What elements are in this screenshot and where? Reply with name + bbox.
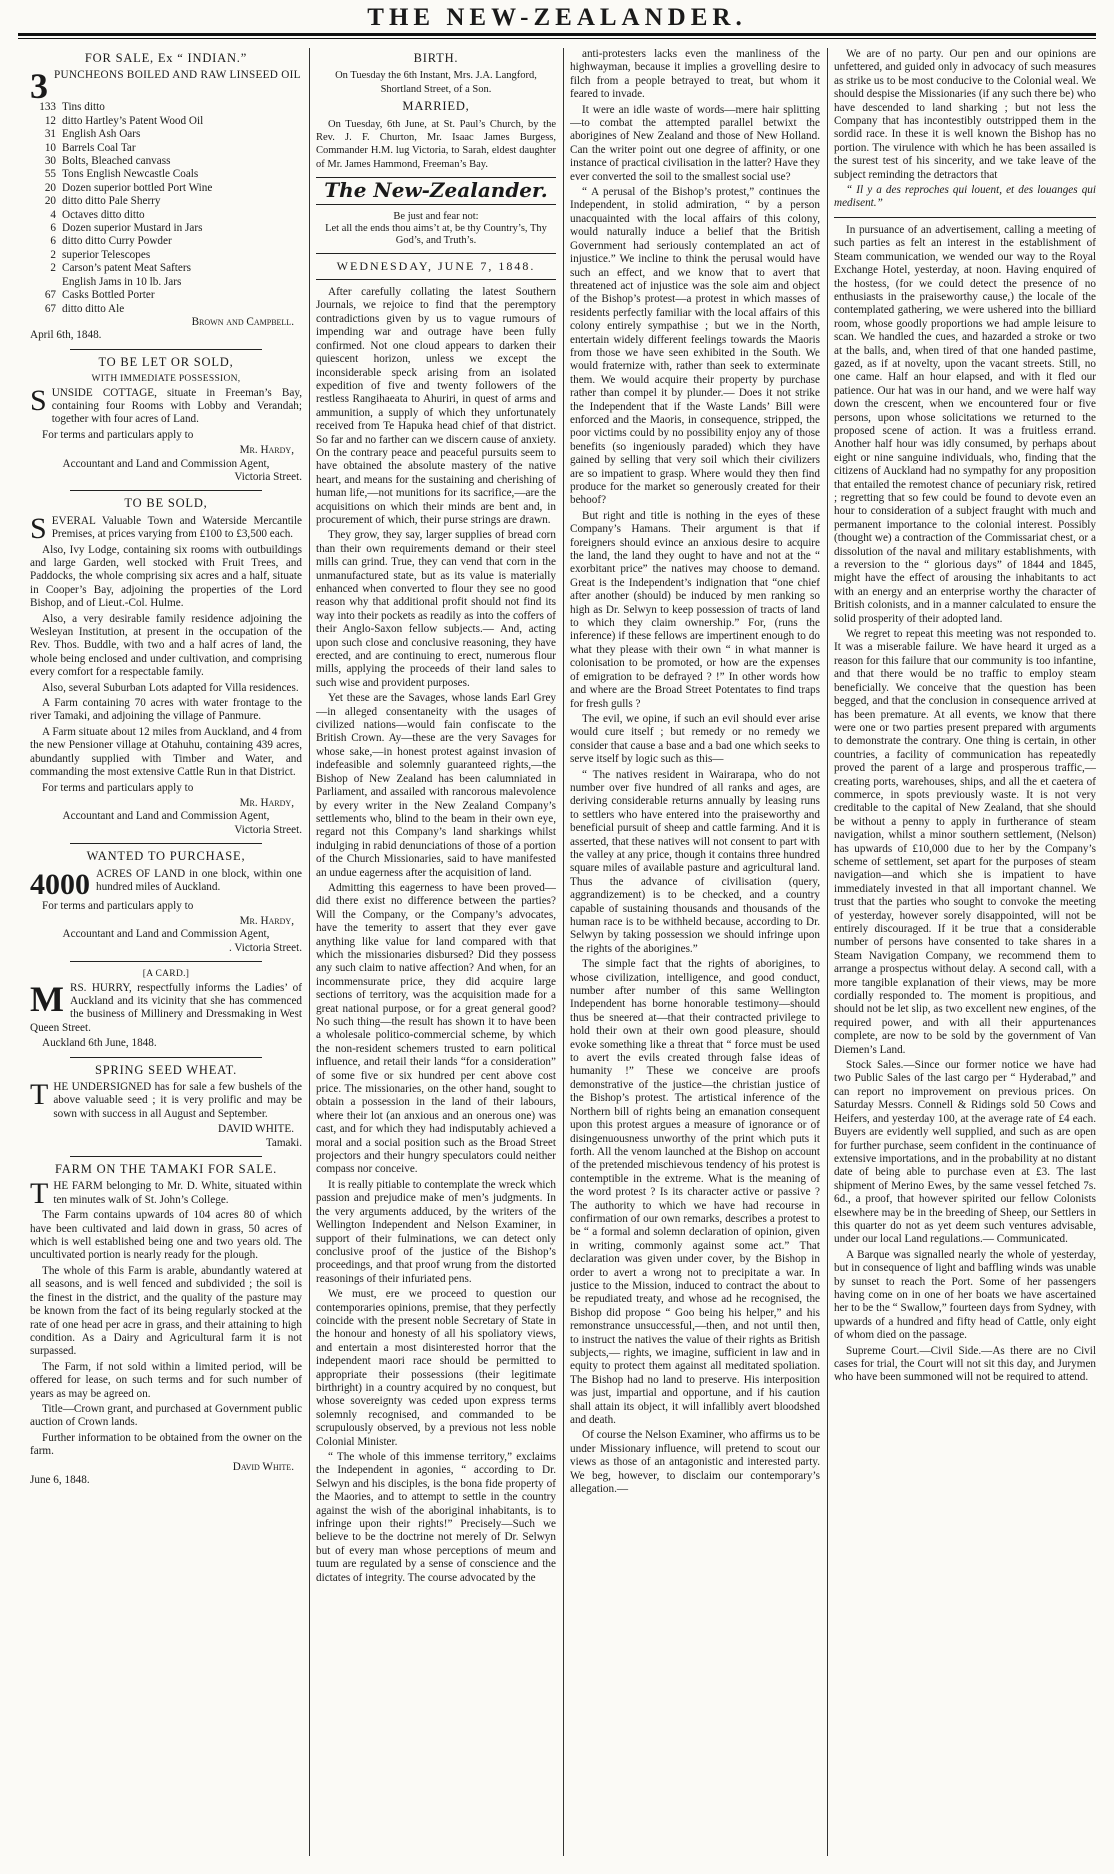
ad-date: June 6, 1848. — [30, 1473, 90, 1486]
editorial-body — [570, 48, 820, 1496]
article-paragraph: The evil, we opine, if such an evil should ever arise would cure itself ; but remedy or no remedy we consider that cause a base and a bad one which seeks to serve itself by logic such as this— — [570, 712, 820, 766]
article-paragraph: Admitting this eagerness to have been proved—did there exist no difference between the parties? Will the Company, or the Company’s advocates, have the temerity to assert that they ever gave anything like value for land compared with that which the missionaries disbursed? Did they possess any such claim to native affection? And when, for an incommensurate price, they did acquire large sections of territory, was the acquisition made for a great national purpose, or for a great general good? No such thing—the result has shown it to have been a wholesale politico-commercial scheme, by which the non-resident schemers trusted to earn political influence, and retail their lands “for a consideration” of some five or six hundred per cent above cost price. The missionaries, on the other hand, sought to obtain a possession in the land of their labours, where their lot (an anxious and an onerous one) was cast, and for which they had indisputably achieved a moral and a social position such as the Broad Street projectors and their hungry speculators could neither compass nor conceive. — [316, 881, 556, 1176]
article-paragraph: It is really pitiable to contemplate the wreck which passion and prejudice make of men’s judgments. In the very arguments adduced, by the writers of the Wellington Independent and Nelson Examiner, in support of their fulminations, we can detect only conclusive proof of the justice of the Bishop’s proceedings, and that proof wrung from the distorted reasonings of their infuriated pens. — [316, 1178, 556, 1285]
ad-item-text: ditto ditto Ale — [62, 302, 125, 315]
column-editorial-1 — [316, 48, 556, 1856]
ad-item — [30, 115, 302, 128]
divider — [834, 217, 1096, 218]
ad-paragraph: A Farm containing 70 acres with water frontage to the river Tamaki, and adjoining the village of Panmure. — [30, 697, 302, 723]
ad-item-qty: 55 — [44, 168, 56, 181]
article-paragraph: “ A perusal of the Bishop’s protest,” continues the Independent, in stolid admiration, “ by a person unacquainted with the local affairs of this colony, would naturally induce a belief that the British Government had seriously contemplated an act of injustice.” We incline to think the perusal would have such an effect, and we know that to avert that threatened act of injustice was the sole aim and object of the Bishop’s protest—a protest in which masses of residents perfectly familiar with the local affairs of this colony entirely sympathise ; but we in the North, entertain widely different feelings towards the Maoris from those we have seen exhibited in the South. We would fraternize with, rather than seek to exterminate them. We would acquire their property by purchase rather than compel it by plunder.— Does it not strike the Independent that if the Waste Lands’ Bill were enforced and the Maoris, in consequence, stripped, the poor victims could by no possibility enjoy any of those benefits (so ingeniously paraded) which they have gained by selling that very soil which their civilizers are so impatient to grasp. Where would they then find produce for the market so generously created for their behoof? — [570, 186, 820, 507]
ad-item-qty: 30 — [44, 155, 56, 168]
column-divider — [563, 48, 564, 1856]
ad-item-qty: 2 — [50, 262, 56, 275]
ad-item — [30, 249, 302, 262]
ad-item-text: Barrels Coal Tar — [62, 141, 136, 154]
ad-body: EVERAL Valuable Town and Waterside Mercantile Premises, at prices varying from £100 to £3,500 each. — [51, 514, 302, 541]
divider — [70, 490, 262, 491]
article-paragraph: anti-protesters lacks even the manliness of the highwayman, because it implies a grovelling desire to filch from a people betrayed to treat, but whom it feared to invade. — [570, 48, 820, 101]
ad-item-qty: 10 — [44, 141, 56, 154]
masthead-rule-thick — [18, 33, 1096, 36]
ad-item-qty — [34, 276, 56, 289]
ad-item-text: Tons English Newcastle Coals — [62, 168, 199, 181]
divider — [316, 279, 556, 280]
ad-paragraph: The Farm contains upwards of 104 acres 80 of which have been cultivated and laid down in grass, 50 acres of which is well established being one and two years old. The uncultivated portion is nearly ready for the plough. — [30, 1209, 302, 1262]
ad-subheading: WITH IMMEDIATE POSSESSION, — [91, 374, 241, 385]
married-notice: On Tuesday, 6th June, at St. Paul’s Church, by the Rev. J. F. Churton, Mr. Isaac James Burgess, Commander H.M. lug Victoria, to Sarah, eldest daughter of Mr. James Hammond, Freeman’s Bay. — [316, 118, 556, 170]
column-divider — [827, 48, 828, 1856]
ad-item — [30, 209, 302, 222]
article-paragraph: “ Il y a des reproches qui louent, et des louanges qui medisent.” — [834, 184, 1096, 210]
ad-card-hurry — [30, 968, 302, 1050]
article-paragraph: Supreme Court.—Civil Side.—As there are no Civil cases for trial, the Court will not sit this day, and Jurymen who have been summoned will not be required to attend. — [834, 1344, 1096, 1384]
ad-for-sale-indian — [30, 52, 302, 343]
ad-date: Auckland 6th June, 1848. — [42, 1037, 157, 1050]
column-editorial-2 — [570, 48, 820, 1856]
ad-item — [30, 303, 302, 316]
ad-apply: For terms and particulars apply to — [42, 781, 194, 794]
ad-heading: SPRING SEED WHEAT. — [94, 1062, 238, 1077]
ad-item — [30, 128, 302, 141]
drop-cap: S — [30, 383, 47, 417]
ad-signature: Mr. Hardy, — [239, 444, 294, 457]
article-paragraph: “ The natives resident in Wairarapa, who do not number over five hundred of all ranks and ages, are deriving considerable returns annually by leasing runs to settlers who have entered into the praiseworthy and beneficial pursuit of sheep and cattle farming. And it is asserted, that these natives will not consent to part with the valley at any price, though it contains three hundred square miles of available pasture and agricultural land. Thus the advance of civilisation (query, aggrandizement) is to be checked, and a country capable of sustaining thousands and thousands of the human race is to be withheld because, according to Dr. Selwyn by taking possession we should infringe upon the rights of the aborigines.” — [570, 768, 820, 955]
ad-item-qty: 6 — [50, 222, 56, 235]
ad-paragraph: The Farm, if not sold within a limited period, will be offered for lease, on such terms and for such number of years as may be agreed on. — [30, 1360, 302, 1400]
ad-item-qty: 20 — [44, 195, 56, 208]
ad-item-text: Dozen superior Mustard in Jars — [62, 222, 203, 235]
ad-body: ACRES OF LAND in one block, within one hundred miles of Auckland. — [96, 867, 302, 893]
ad-signature-address: Victoria Street. — [234, 823, 302, 836]
motto-line: Be just and fear not: — [393, 210, 479, 222]
ad-farm-tamaki — [30, 1163, 302, 1487]
drop-cap: 3 — [30, 66, 48, 107]
editorial-body — [834, 48, 1096, 1385]
column-editorial-3 — [834, 48, 1096, 1856]
ad-item-qty: 67 — [44, 289, 56, 302]
article-paragraph: We must, ere we proceed to question our contemporaries opinions, premise, that they perfectly coincide with the present noble Secretary of State in the honour and honesty of all his spoliatory views, and entertain a most disinterested horror that the independent maori race should be permitted to appropriate their possessions (their legitimate birthright) in a country acquired by no conquest, but whose sovereignty was ceded upon express terms solemnly recognised, and commanded to be scrupulously observed, by a previous not less noble Colonial Minister. — [316, 1288, 556, 1448]
divider — [70, 1057, 262, 1058]
ad-item — [30, 235, 302, 248]
article-paragraph: After carefully collating the latest Southern Journals, we rejoice to find that the peremptory contradictions given by us to vague rumours of impending war and outrage have been fully confirmed. Not one cloud appears to darken their quiescent horizon, unless we except the inconsiderable speck arising from an isolated expedition of five and twenty followers of the restless Rangihaeata to Ahuriri, in quest of arms and ammunition, a supply of which they unfortunately received from Te Hapuka head chief of that district. So far and no farther can we discern cause of anxiety. On the contrary peace and peaceful pursuits seem to have obtained the absolute mastery of the native heart, and means for the sustaining and cherishing of human life,—not munitions for its sacrifice,—are the acquisitions on which their minds are bent and, in procurement of which, their purse strings are drawn. — [316, 286, 556, 526]
article-paragraph: We are of no party. Our pen and our opinions are unfettered, and guided only in advocacy of such measures as strike us to be most conducive to the Colonial weal. We should despise the Missionaries (if any such there be) who have descended to land sharking ; but not less the Company that has incontestibly outstripped them in the sordid race. In these it is well known the Bishop has no portion. The virulence with which he has been assailed is the surest test of his sincerity, and we take leave of the subject reminding the detractors that — [834, 48, 1096, 181]
ad-item-qty: 4 — [50, 208, 56, 221]
ad-date: April 6th, 1848. — [30, 329, 102, 342]
ad-item — [30, 195, 302, 208]
ad-item — [30, 262, 302, 275]
ad-signature: Mr. Hardy, — [239, 914, 294, 927]
ad-body: HE FARM belonging to Mr. D. White, situated within ten minutes walk of St. John’s College. — [53, 1180, 302, 1206]
ad-item — [30, 142, 302, 155]
newspaper-title: THE NEW-ZEALANDER. — [367, 4, 747, 31]
motto-line: Let all the ends thou aims’t at, be thy Country’s, Thy God’s, and Truth’s. — [325, 222, 547, 246]
ad-signature-address: Victoria Street. — [234, 470, 302, 483]
ad-heading: TO BE SOLD, — [124, 496, 208, 511]
column-advertisements — [30, 48, 302, 1856]
ad-heading: FOR SALE, Ex “ INDIAN.” — [84, 51, 248, 65]
ad-signature-title: Accountant and Land and Commission Agent, — [62, 928, 270, 941]
ad-signature-title: Accountant and Land and Commission Agent, — [62, 457, 270, 470]
masthead — [18, 0, 1096, 44]
ad-item-text: ditto ditto Pale Sherry — [62, 195, 161, 208]
ad-item-qty: 2 — [50, 248, 56, 261]
ad-signature-address: . Victoria Street. — [228, 941, 302, 954]
birth-notice: On Tuesday the 6th Instant, Mrs. J.A. Langford, Shortland Street, of a Son. — [335, 70, 537, 95]
drop-cap: S — [30, 511, 47, 545]
article-paragraph: They grow, they say, larger supplies of bread corn than their own requirements demand or their steel mills can grind. True, they can vend that corn in the unmanufactured state, but as its value is materially enhanced when converted to flour they see no good reason why that additional profit should not find its way into their pockets as readily as into the coffers of their Anglo-Saxon fellow subjects.— And, acting upon such close and conclusive reasoning, they have erected, and are continuing to erect, numerous flour mills, applying the proceeds of their land sales to such wise and provident purposes. — [316, 529, 556, 689]
ad-item — [30, 289, 302, 302]
article-paragraph: Of course the Nelson Examiner, who affirms us to be under Missionary influence, will pretend to scout our views as those of an antagonistic and interested party. We beg, however, to disclaim our contemporary’s allegation.— — [570, 1429, 820, 1496]
ad-item — [30, 222, 302, 235]
article-paragraph: We regret to repeat this meeting was not responded to. It was a miserable failure. We have heard it urged as a reason for this failure that our community is too infantine, and that there would be no traffic to employ steam beneficially. We conceive that the question has been begged, and that the conclusion in consequence arrived at has been premature. At all events, we know that there were one or two parties present prepared with arguments to demonstrate the contrary. One thing is certain, in other countries, a facility of communication has repeatedly proved the parent of a large and prosperous traffic,—creating ports, warehouses, ships, and all the et caetera of commerce, in spots previously waste. It is not very creditable to the capital of New Zealand, that she should be without a penny to apply in furtherance of steam navigation, whilst a minor southern settlement, (Nelson) has upwards of £10,000 due to her by the Company’s scheme of settlement, set apart for the purposes of steam navigation—and which she is impatient to have immediately invested in that all important channel. We trust that the parties who sought to convoke the meeting of yesterday, however sorely disappointed, will not be entirely discouraged. If it be true that a considerable number of persons have consented to take shares in a Steam Navigation Company, we recommend them to arrange a prospectus without delay. A second call, with a more tangible explanation of their views, may be more cordially responded to. The moment is propitious, and should not be let slip, as two excellent new engines, of the required power, and with all their appurtenances complete, are now to be sold by the government of Van Diemen’s Land. — [834, 628, 1096, 1056]
drop-cap: T — [30, 1177, 49, 1211]
ad-item-qty: 31 — [44, 128, 56, 141]
column-divider — [309, 48, 310, 1856]
divider — [316, 204, 556, 205]
article-paragraph: “ The whole of this immense territory,” exclaims the Independent in agonies, “ according to Dr. Selwyn and his disciples, is the bona fide property of the Maories, and to attempt to settle in the country against the wish of the aboriginal inhabitants, is to infringe upon their rights!” Precisely—Such we believe to be the doctrine not merely of Dr. Selwyn but of every man whose perceptions of meum and tuum are regulated by a sense of conscience and the dictates of integrity. The course advocated by the — [316, 1451, 556, 1584]
ad-to-be-sold — [30, 497, 302, 837]
drop-cap: M — [30, 978, 64, 1019]
ad-signature: DAVID WHITE. — [217, 1123, 294, 1136]
ad-item-qty: 6 — [50, 235, 56, 248]
article-paragraph: A Barque was signalled nearly the whole of yesterday, but in consequence of light and baffling winds was unable by sunset to reach the Port. Some of her passengers having come on in one of her boats we have ascertained her to be the “ Swallow,” fourteen days from Sydney, with upwards of a hundred and fifty head of Cattle, only eight of whom died on the passage. — [834, 1248, 1096, 1342]
ad-item-text: superior Telescopes — [62, 248, 151, 261]
ad-paragraph: The whole of this Farm is arable, abundantly watered at all seasons, and is well fenced and subdivided ; the soil is the finest in the district, and the quality of the pasture may be known from the fact of its being regularly stocked at the rate of one head per acre in grass, and their attaining to high condition. As a Dairy and Agricultural farm it is not surpassed. — [30, 1264, 302, 1358]
ad-item — [30, 182, 302, 195]
ad-body: UNSIDE COTTAGE, situate in Freeman’s Bay, containing four Rooms with Lobby and Verandah; together with four acres of Land. — [51, 386, 302, 426]
editorial-body — [316, 286, 556, 1585]
divider — [70, 843, 262, 844]
married-heading: MARRIED, — [402, 99, 470, 114]
ad-paragraph: A Farm situate about 12 miles from Auckland, and 4 from the new Pensioner village at Otahuhu, containing 439 acres, abundantly supplied with Timber and Water, and commanding the most extensive Cattle Run in that District. — [30, 725, 302, 779]
divider — [70, 961, 262, 962]
ad-item-text: ditto ditto Curry Powder — [62, 235, 172, 248]
ad-item-text: ditto Hartley’s Patent Wood Oil — [62, 114, 204, 127]
ad-item — [30, 276, 302, 289]
ad-item-qty: 67 — [44, 302, 56, 315]
divider — [70, 349, 262, 350]
ad-body: RS. HURRY, respectfully informs the Ladies’ of Auckland and its vicinity that she has commenced the business of Millinery and Dressmaking in West Queen Street. — [30, 981, 302, 1034]
ad-item-text: English Ash Oars — [62, 128, 141, 141]
article-paragraph: In pursuance of an advertisement, calling a meeting of such parties as felt an interest in the establishment of Steam communication, we wended our way to the Royal Exchange Hotel, yesterday, at noon. Having enquired of the hostess, (for we could detect the presence of no enthusiasts in the praiseworthy cause,) the locale of the contemplated gathering, we were ushered into the billiard room, whose goodly proportions we had ample leisure to scan. We handled the cues, and hazarded a stroke or two at the balls, and, when tired of that one handed pastime, gazed, as if at novelty, upon the vacant streets. Still, no one came. Half an hour elapsed, and with it fled our patience. Our hat was in our hand, and we were half way down the crescent, when we encountered four or five persons, upon whose solicitations we returned to the proposed scene of action. It was a fruitless errand. Another half hour was idly consumed, by perhaps about eight or nine sanguine individuals, who, finding that the citizens of Auckland had no sympathy for any proposition that entailed the remotest chance of pecuniary risk, retired ; regretting that so few could be found to devote even an hour to consideration of a subject fraught with much and permanent importance to the colonial interest. Possibly (thought we) a contraction of the Commissariat chest, or a dissolution of the naval and military establishments, with a reversion to the “ glorious days” of 1844 and 1845, might have the effect of arousing the inhabitants to act with an energy and an enterprise worthy the character of British colonists, and in a manner calculated to ensure the solid prosperity of their adopted land. — [834, 223, 1096, 625]
ad-wanted-to-purchase — [30, 850, 302, 955]
big-number: 4000 — [30, 867, 90, 901]
article-paragraph: Yet these are the Savages, whose lands Earl Grey—in alleged consentaneity with the usages of civilized nations—would fain confiscate to the British Crown. Ay—these are the very Savages for whose sake,—in honest protest against invasion of indefeasible and solemnly guaranteed rights,—the Bishop of New Zealand has been calumniated in Parliament, and assailed with rancorous malevolence by every writer in the New Zealand Company’s settlements who, blind to the beam in their own eye, regard not this Company’s land sharkings whilst indulging in rabid denunciations of those of a portion of the Church Missionaries, said to have manifested an undue eagerness after the acquisition of land. — [316, 692, 556, 879]
ad-body: HE UNDERSIGNED has for sale a few bushels of the above valuable seed ; it is very prolific and may be sown with success in all August and September. — [53, 1081, 302, 1120]
ad-item — [30, 168, 302, 181]
article-paragraph: The simple fact that the rights of aborigines, to whose civilization, intelligence, and good conduct, number after number of this same Wellington Independent has borne honorable testimony—should thus be sneered at—that their contracted privilege to hold their own at their own good pleasure, should evoke something like a threat that “ force must be used to avert the evils created through false ideas of humanity !” These we conceive are proofs demonstrative of the justice—the christian justice of the Bishop’s protest. The artistical inference of the Northern bill of rights being an emanation consequent upon this protest argues a measure of ignorance or of disingenuousness unworthy of the print which puts it forth. All the venom launched at the Bishop on account of the pretended mischievous tendency of his protest is contemptible in the extreme. What is the meaning of the word protest ? Is its character active or passive ? The authority to which we have had recourse in confirmation of our own remarks, describes a protest to be “ a formal and solemn declaration of opinion, given in writing, commonly against some act.” That declaration was given under cover, by the Bishop in order to avert a wrong not to precipitate a war. In justice to the Mission, induced to contract the about to be repudiated treaty, and whose ad he recognised, the Bishop did propose “ Goo being his helper,” and his remonstrance unsuccessful,—then, and not until then, to instruct the natives the value of their rights as British subjects,— rights, we imagine, sufficient in law and in equity to protect them against all meditated spoliation. The Bishop had no land to preserve. His interposition was just, impartial and opportune, and if his caution shall attain its object, it will infallibly avert bloodshed and death. — [570, 958, 820, 1427]
article-paragraph: It were an idle waste of words—mere hair splitting—to combat the attempted parallel betwixt the aborigines of New Zealand and those of New Holland. Can the writer point out one degree of affinity, or one instance of practical civilisation in the latter? Have they ever converted the soil to the smallest social use? — [570, 103, 820, 183]
ad-paragraph: Title—Crown grant, and purchased at Government public auction of Crown lands. — [30, 1402, 302, 1429]
ad-item-text: Tins ditto — [62, 101, 105, 114]
ad-item-text: Octaves ditto ditto — [62, 208, 145, 221]
ad-item-text: Carson’s patent Meat Safters — [62, 262, 191, 275]
ad-spring-seed-wheat — [30, 1064, 302, 1150]
ad-lead: PUNCHEONS BOILED AND RAW LINSEED OIL — [54, 69, 301, 82]
ad-item-text: Bolts, Bleached canvass — [62, 155, 171, 168]
editorial-masthead: The New-Zealander. — [324, 178, 548, 203]
ad-heading: TO BE LET OR SOLD, — [98, 354, 234, 369]
ad-signature: Mr. Hardy, — [239, 796, 294, 809]
ad-item — [30, 155, 302, 168]
drop-cap: T — [30, 1078, 49, 1111]
ad-item-qty: 12 — [44, 114, 56, 127]
ad-paragraph: Also, Ivy Lodge, containing six rooms with outbuildings and large Garden, well stocked with Fruit Trees, and Paddocks, the whole comprising six acres and a half, situate in Cooper’s Bay, adjoining the properties of the Lord Bishop, and of Lieut.-Col. Hulme. — [30, 543, 302, 610]
ad-to-be-let — [30, 356, 302, 485]
ad-paragraph: Also, a very desirable family residence adjoining the Wesleyan Institution, at present in the occupation of the Rev. Thos. Buddle, with two and a half acres of land, the whole being enclosed and under cultivation, and comprising every comfort for a respectable family. — [30, 612, 302, 679]
ad-apply: For terms and particulars apply to — [42, 899, 194, 912]
ad-signature: Brown and Campbell. — [191, 315, 294, 328]
issue-date: WEDNESDAY, JUNE 7, 1848. — [336, 258, 536, 273]
ad-item-qty: 20 — [44, 181, 56, 194]
ad-item-list — [30, 101, 302, 316]
birth-heading: BIRTH. — [413, 51, 459, 65]
divider — [70, 1156, 262, 1157]
ad-item-text: Dozen superior bottled Port Wine — [62, 181, 213, 194]
ad-item-text: Casks Bottled Porter — [62, 289, 155, 302]
article-paragraph: But right and title is nothing in the eyes of these Company’s Hamans. Their argument is that if foreigners should evince an anxious desire to acquire the land, the land they ought to have and not at the “ exorbitant price” the natives may choose to demand. Great is the Independent’s indignation that “one chief after another (should) be induced by men ranking so high as Dr. Selwyn to keep possession of tracts of land to which they claim ownership.” For, (runs the inference) if these fellows are impertinent enough to do what they please with their own “ in what manner is colonisation to be promoted, or how are the expenses of emigration to be defrayed ? !” In other words how and where are the Broad Street Potentates to find traps for fresh gulls ? — [570, 509, 820, 710]
ad-apply: For terms and particulars apply to — [42, 428, 194, 441]
ad-heading: [A CARD.] — [142, 969, 190, 980]
ad-signature-title: Accountant and Land and Commission Agent, — [62, 810, 270, 823]
ad-item-qty: 133 — [39, 101, 56, 114]
ad-signature: David White. — [232, 1460, 294, 1473]
article-paragraph: Stock Sales.—Since our former notice we have had two Public Sales of the last cargo per “ Hyderabad,” and can report no improvement on previous prices. On Saturday Messrs. Connell & Ridings sold 50 Cows and Heifers, and yesterday 100, at the average rate of £4 each. Buyers are evidently well supplied, and such as are open for further purchase, seem confident in the continuance of extensive importations, and in the probability at no distant date of being able to purchase even at £3. The last shipment of Merino Ewes, by the same vessel fetched 7s. 6d., a proof, that however spirited our fellow Colonists elsewhere may be in the breeding of Sheep, our Settlers in this quarter do not as yet deem such ventures advisable, under our local Land regulations.— Communicated. — [834, 1059, 1096, 1246]
ad-heading: WANTED TO PURCHASE, — [86, 849, 246, 864]
ad-heading: FARM ON THE TAMAKI FOR SALE. — [54, 1162, 278, 1177]
ad-paragraph: Also, several Suburban Lots adapted for Villa residences. — [42, 681, 299, 694]
ad-signature-address: Tamaki. — [265, 1136, 302, 1149]
ad-item-text: English Jams in 10 lb. Jars — [62, 275, 182, 288]
masthead-rule-thin — [18, 38, 1096, 39]
divider — [316, 253, 556, 254]
ad-item — [30, 101, 302, 114]
ad-paragraph: Further information to be obtained from the owner on the farm. — [30, 1431, 302, 1458]
